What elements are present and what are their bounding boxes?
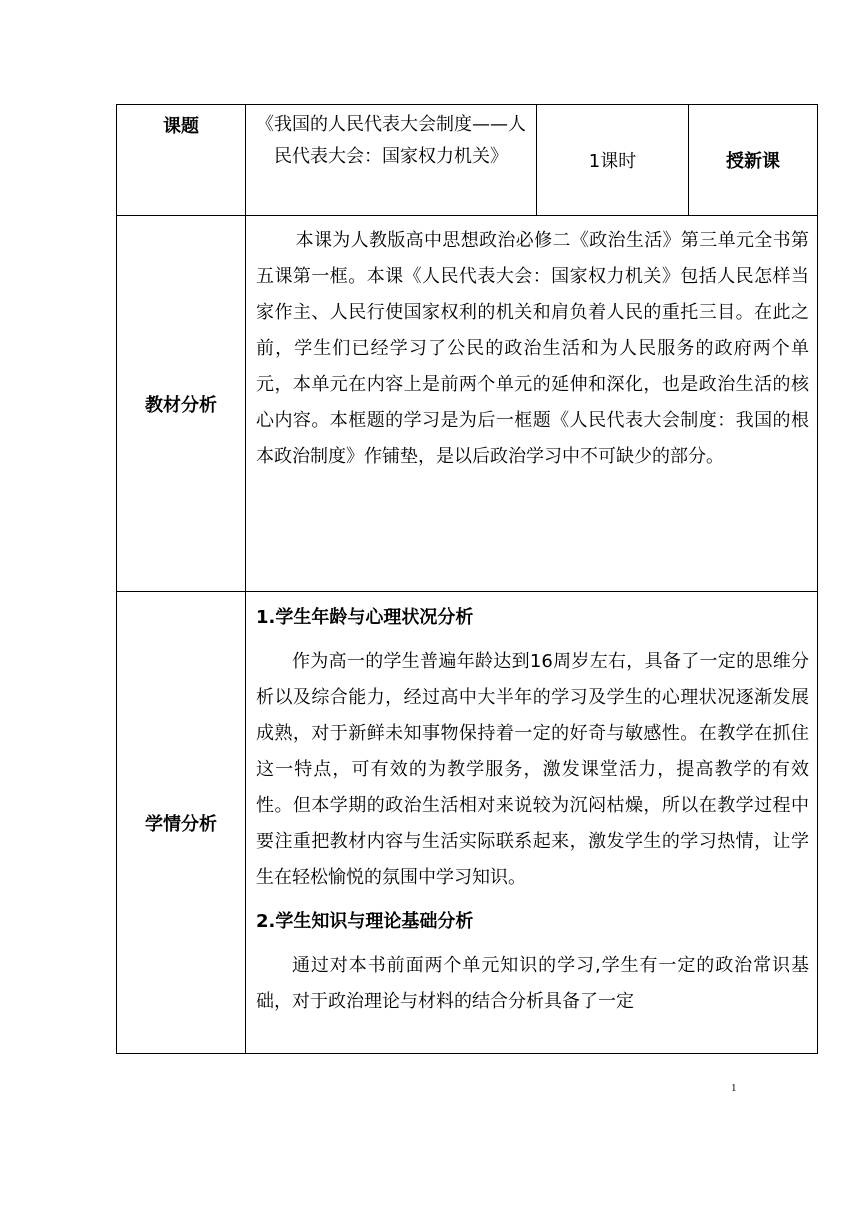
topic-label: 课题 (117, 105, 246, 216)
lesson-title: 《我国的人民代表大会制度——人民代表大会：国家权力机关》 (246, 105, 537, 216)
student-analysis-content (246, 592, 818, 1054)
section-heading-knowledge-basis: 2.学生知识与理论基础分析 (256, 911, 474, 932)
textbook-analysis-row (117, 216, 818, 592)
lesson-plan-table (116, 104, 818, 1054)
textbook-analysis-label: 教材分析 (117, 216, 246, 592)
student-analysis-label: 学情分析 (117, 592, 246, 1054)
section-body-knowledge-basis: 通过对本书前面两个单元知识的学习,学生有一定的政治常识基础，对于政治理论与材料的结合分析具备了一定 (256, 955, 809, 1012)
lesson-type: 授新课 (689, 105, 818, 216)
page-number: 1 (731, 1082, 737, 1094)
textbook-analysis-paragraph: 本课为人教版高中思想政治必修二《政治生活》第三单元全书第五课第一框。本课《人民代表大会：国家权力机关》包括人民怎样当家作主、人民行使国家权利的机关和肩负着人民的重托三目。在此之前，学生们已经学习了公民的政治生活和为人民服务的政府两个单元，本单元在内容上是前两个单元的延伸和深化，也是政治生活的核心内容。本框题的学习是为后一框题《人民代表大会制度：我国的根本政治制度》作铺垫，是以后政治学习中不可缺少的部分。 (256, 230, 809, 467)
header-row (117, 105, 818, 216)
section-heading-age-psychology: 1.学生年龄与心理状况分析 (256, 607, 474, 628)
student-analysis-row (117, 592, 818, 1054)
lesson-hours: 1课时 (537, 105, 689, 216)
section-body-age-psychology: 作为高一的学生普遍年龄达到16周岁左右，具备了一定的思维分析以及综合能力，经过高中大半年的学习及学生的心理状况逐渐发展成熟，对于新鲜未知事物保持着一定的好奇与敏感性。在教学在抓住这一特点，可有效的为教学服务，激发课堂活力，提高教学的有效性。但本学期的政治生活相对来说较为沉闷枯燥，所以在教学过程中要注重把教材内容与生活实际联系起来，激发学生的学习热情，让学生在轻松愉悦的氛围中学习知识。 (256, 651, 809, 888)
textbook-analysis-content (246, 216, 818, 592)
